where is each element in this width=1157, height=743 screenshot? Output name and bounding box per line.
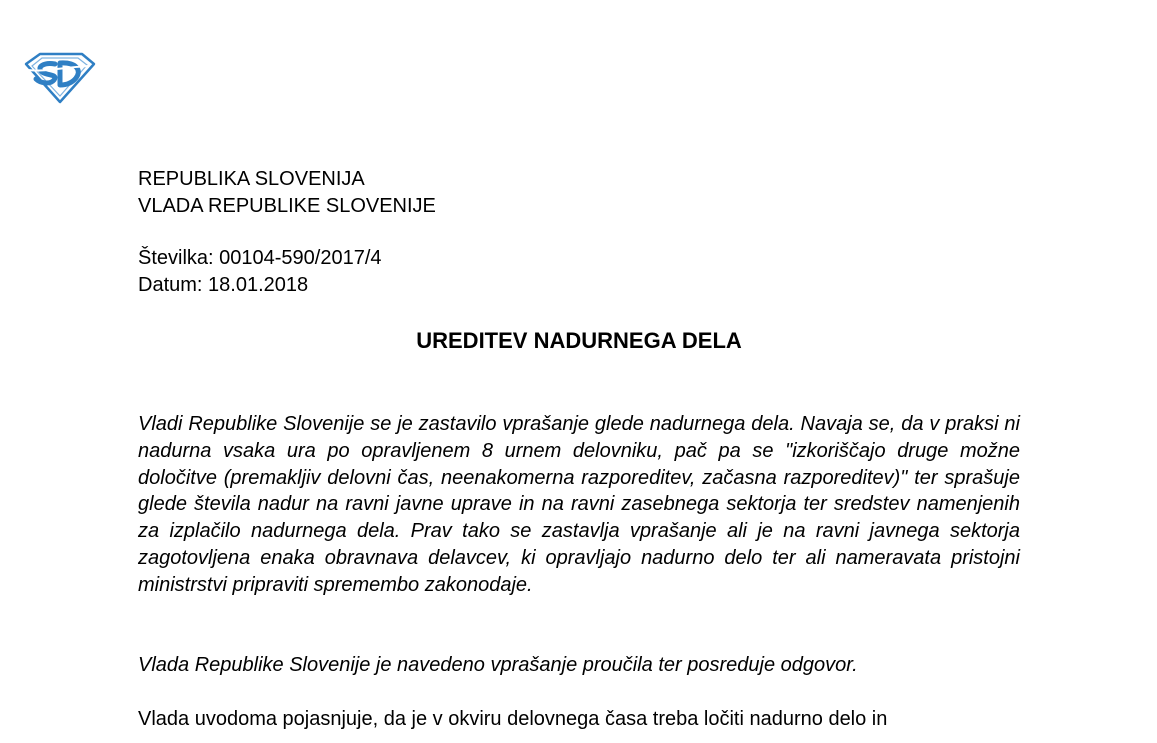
issuer-government: VLADA REPUBLIKE SLOVENIJE [138,195,436,217]
document-date: Datum: 18.01.2018 [138,274,309,296]
intro-paragraph: Vlada Republike Slovenije je navedeno vprašanje proučila ter posreduje odgovor. [138,654,858,676]
question-paragraph: Vladi Republike Slovenije se je zastavilo vprašanje glede nadurnega dela. Navaja se, da v praksi ni nadurna vsaka ura po opravljenem 8 urnem delovniku, pač pa se "izkoriščajo druge možne določitve (premakljiv delovni čas, neenakomerna razporeditev, začasna razporeditev)" ter sprašuje glede števila nadur na ravni javne uprave in na ravni zasebnega sektorja ter sredstev namenjenih za izplačilo nadurnega dela. Prav tako se zastavlja vprašanje ali je na ravni javnega sektorja zagotovljena enaka obravnava delavcev, ki opravljajo nadurno delo ter ali nameravata pristojni ministrstvi pripraviti spremembo zakonodaje. [138,413,1020,596]
document-title: UREDITEV NADURNEGA DELA [416,328,742,353]
issuer-block [138,166,436,220]
document-number: Številka: 00104-590/2017/4 [138,247,382,269]
government-crest-logo [22,48,96,104]
answer-paragraph: Vlada uvodoma pojasnjuje, da je v okviru delovnega časa treba ločiti nadurno delo in [138,708,888,730]
issuer-country: REPUBLIKA SLOVENIJA [138,168,365,190]
reference-block [138,245,382,299]
